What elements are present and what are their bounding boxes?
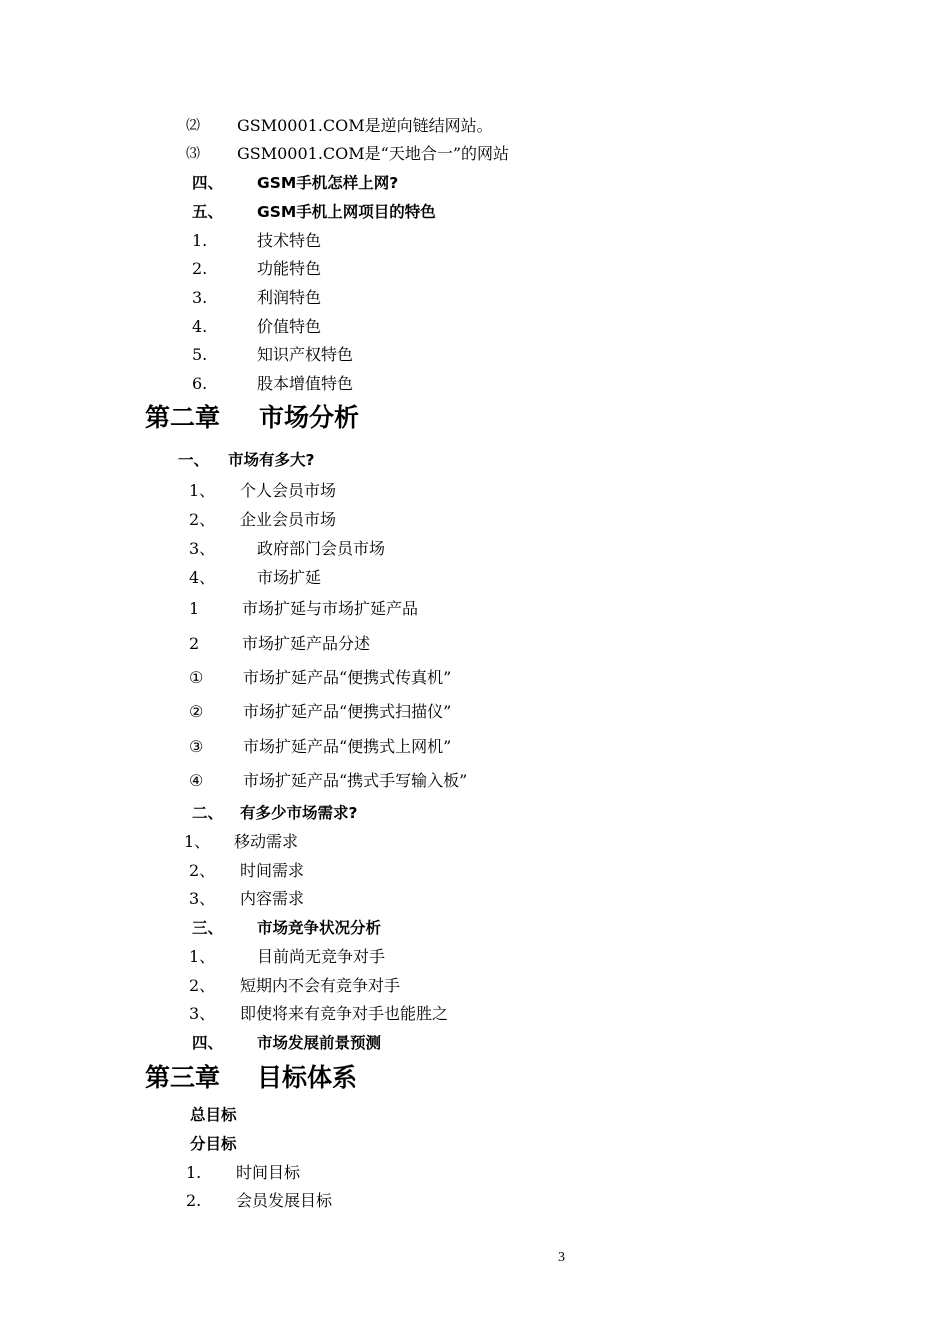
item-number: 2 xyxy=(189,634,200,653)
item-number: ② xyxy=(189,702,204,721)
item-number: 1、 xyxy=(189,947,216,966)
item-number: 3、 xyxy=(189,539,216,558)
item-text: 目前尚无竞争对手 xyxy=(257,947,386,966)
item-text: 会员发展目标 xyxy=(236,1191,333,1210)
section-number: 三、 xyxy=(192,919,224,937)
item-text: 短期内不会有竞争对手 xyxy=(240,976,401,995)
item-number: 1、 xyxy=(184,832,211,851)
item-number: 1. xyxy=(186,1163,202,1182)
section-title: 市场有多大? xyxy=(228,451,315,469)
chapter-number: 第二章 xyxy=(145,403,221,432)
item-text: 企业会员市场 xyxy=(240,510,337,529)
item-number: 1. xyxy=(192,231,208,250)
item-text: 个人会员市场 xyxy=(240,481,337,500)
item-number: 1、 xyxy=(189,481,216,500)
subheading-text: 分目标 xyxy=(190,1135,237,1153)
section-number: 一、 xyxy=(178,451,210,469)
item-text: 股本增值特色 xyxy=(257,374,354,393)
item-number: ① xyxy=(189,668,204,687)
item-text: 市场扩延产品“携式手写输入板” xyxy=(243,771,468,790)
item-text: 市场扩延产品“便携式扫描仪” xyxy=(243,702,452,721)
item-text: 市场扩延产品“便携式传真机” xyxy=(243,668,452,687)
item-text: 时间需求 xyxy=(240,861,305,880)
item-text: 技术特色 xyxy=(257,231,322,250)
item-text: GSM0001.COM是逆向链结网站。 xyxy=(237,116,493,135)
item-text: 即使将来有竞争对手也能胜之 xyxy=(240,1004,449,1023)
item-number: 2. xyxy=(192,259,208,278)
section-title: GSM手机怎样上网? xyxy=(257,174,399,192)
item-text: 时间目标 xyxy=(236,1163,301,1182)
item-text: GSM0001.COM是“天地合一”的网站 xyxy=(237,144,510,163)
item-number: 4、 xyxy=(189,568,216,587)
item-text: 市场扩延产品分述 xyxy=(242,634,371,653)
item-text: 市场扩延与市场扩延产品 xyxy=(242,599,419,618)
chapter-number: 第三章 xyxy=(145,1063,221,1092)
item-text: 市场扩延产品“便携式上网机” xyxy=(243,737,452,756)
item-number: 1 xyxy=(189,599,200,618)
item-text: 价值特色 xyxy=(257,317,322,336)
item-number: ⑶ xyxy=(186,146,200,162)
item-text: 利润特色 xyxy=(257,288,322,307)
item-number: 4. xyxy=(192,317,208,336)
item-number: ③ xyxy=(189,737,204,756)
item-text: 移动需求 xyxy=(234,832,299,851)
section-number: 四、 xyxy=(192,174,224,192)
item-text: 内容需求 xyxy=(240,889,305,908)
section-title: GSM手机上网项目的特色 xyxy=(257,203,436,221)
item-number: 3、 xyxy=(189,1004,216,1023)
item-number: ④ xyxy=(189,771,204,790)
subheading-text: 总目标 xyxy=(190,1106,237,1124)
item-number: 5. xyxy=(192,345,208,364)
item-number: ⑵ xyxy=(186,118,200,134)
item-number: 3. xyxy=(192,288,208,307)
section-title: 市场发展前景预测 xyxy=(257,1034,382,1052)
item-number: 2. xyxy=(186,1191,202,1210)
item-number: 6. xyxy=(192,374,208,393)
section-number: 四、 xyxy=(192,1034,224,1052)
chapter-title: 目标体系 xyxy=(257,1063,358,1092)
item-text: 功能特色 xyxy=(257,259,322,278)
page-number: 3 xyxy=(558,1250,565,1265)
item-number: 2、 xyxy=(189,976,216,995)
section-title: 有多少市场需求? xyxy=(240,804,358,822)
section-number: 二、 xyxy=(192,804,224,822)
item-number: 3、 xyxy=(189,889,216,908)
item-number: 2、 xyxy=(189,861,216,880)
item-text: 市场扩延 xyxy=(257,568,322,587)
item-number: 2、 xyxy=(189,510,216,529)
section-title: 市场竞争状况分析 xyxy=(257,919,382,937)
item-text: 政府部门会员市场 xyxy=(257,539,386,558)
item-text: 知识产权特色 xyxy=(257,345,354,364)
section-number: 五、 xyxy=(192,203,224,221)
chapter-title: 市场分析 xyxy=(259,403,360,432)
